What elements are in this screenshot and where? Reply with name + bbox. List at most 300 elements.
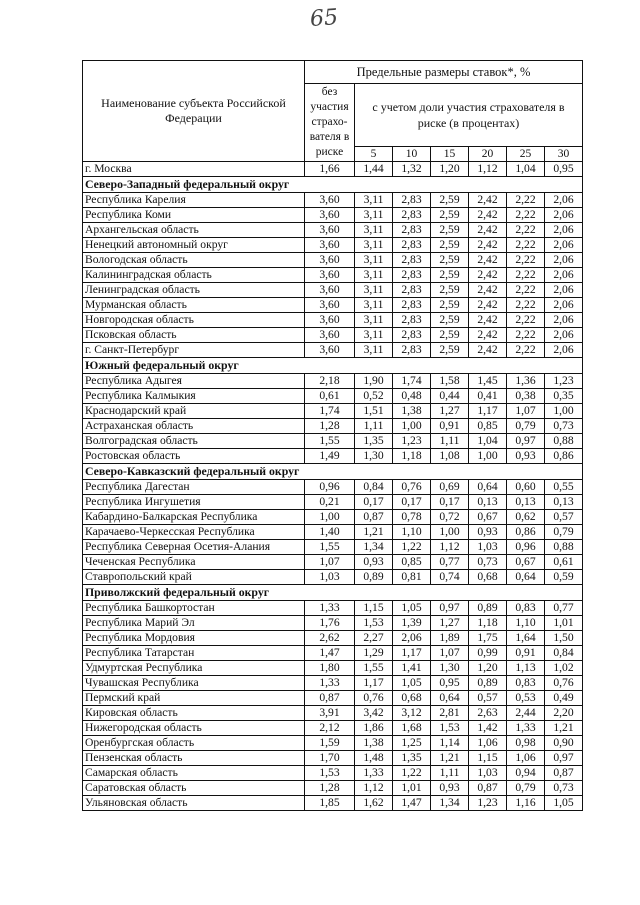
rate-value: 2,22 <box>507 328 545 343</box>
rate-value: 0,86 <box>545 449 583 464</box>
rate-value: 2,81 <box>431 706 469 721</box>
table-row <box>83 781 583 796</box>
region-name: Республика Адыгея <box>83 374 305 389</box>
rate-value: 1,11 <box>355 419 393 434</box>
rate-no-participation: 1,66 <box>305 162 355 177</box>
rate-value: 2,22 <box>507 238 545 253</box>
rate-value: 2,83 <box>393 283 431 298</box>
table-row <box>83 646 583 661</box>
rate-value: 3,11 <box>355 283 393 298</box>
rate-value: 1,58 <box>431 374 469 389</box>
rate-value: 1,51 <box>355 404 393 419</box>
rate-value: 0,68 <box>393 691 431 706</box>
rate-value: 1,00 <box>393 419 431 434</box>
rate-value: 0,97 <box>431 601 469 616</box>
rate-value: 3,11 <box>355 298 393 313</box>
rate-no-participation: 1,47 <box>305 646 355 661</box>
rate-no-participation: 3,60 <box>305 223 355 238</box>
rate-value: 1,48 <box>355 751 393 766</box>
table-row <box>83 434 583 449</box>
rate-value: 2,83 <box>393 193 431 208</box>
rate-value: 1,07 <box>431 646 469 661</box>
rate-value: 1,74 <box>393 374 431 389</box>
rate-value: 1,11 <box>431 766 469 781</box>
percent-header: 15 <box>431 147 469 162</box>
table-row <box>83 555 583 570</box>
table-header <box>83 61 583 162</box>
table-row <box>83 601 583 616</box>
rate-no-participation: 1,53 <box>305 766 355 781</box>
rate-no-participation: 1,80 <box>305 661 355 676</box>
rate-no-participation: 0,21 <box>305 495 355 510</box>
region-name: Республика Башкортостан <box>83 601 305 616</box>
rate-value: 0,17 <box>431 495 469 510</box>
table-row <box>83 751 583 766</box>
rate-value: 3,11 <box>355 343 393 358</box>
rate-value: 2,42 <box>469 298 507 313</box>
rate-value: 3,11 <box>355 193 393 208</box>
region-name: Республика Марий Эл <box>83 616 305 631</box>
rate-value: 1,21 <box>545 721 583 736</box>
region-name: Ульяновская область <box>83 796 305 811</box>
rate-value: 2,06 <box>545 298 583 313</box>
rate-value: 1,13 <box>507 661 545 676</box>
rate-value: 3,11 <box>355 238 393 253</box>
rate-value: 3,11 <box>355 208 393 223</box>
rate-value: 3,11 <box>355 313 393 328</box>
rate-value: 2,59 <box>431 223 469 238</box>
rate-value: 2,42 <box>469 193 507 208</box>
rate-value: 2,59 <box>431 328 469 343</box>
region-name: Республика Калмыкия <box>83 389 305 404</box>
rate-no-participation: 3,60 <box>305 328 355 343</box>
rate-no-participation: 2,18 <box>305 374 355 389</box>
rate-no-participation: 2,12 <box>305 721 355 736</box>
rate-value: 1,22 <box>393 766 431 781</box>
rate-value: 2,06 <box>545 343 583 358</box>
district-name: Приволжский федеральный округ <box>83 585 583 601</box>
rate-value: 0,95 <box>545 162 583 177</box>
rate-value: 0,79 <box>507 781 545 796</box>
rate-value: 0,93 <box>431 781 469 796</box>
rate-value: 2,42 <box>469 328 507 343</box>
rate-value: 0,79 <box>507 419 545 434</box>
table-row <box>83 616 583 631</box>
rate-value: 0,91 <box>507 646 545 661</box>
rate-value: 0,67 <box>469 510 507 525</box>
rate-value: 1,11 <box>431 434 469 449</box>
rate-value: 2,42 <box>469 313 507 328</box>
region-name: Республика Дагестан <box>83 480 305 495</box>
region-name: Карачаево-Черкесская Республика <box>83 525 305 540</box>
rate-value: 1,50 <box>545 631 583 646</box>
rate-value: 0,88 <box>545 540 583 555</box>
rate-value: 0,73 <box>545 419 583 434</box>
rate-value: 0,13 <box>507 495 545 510</box>
rate-value: 0,64 <box>431 691 469 706</box>
percent-header: 5 <box>355 147 393 162</box>
rate-value: 1,34 <box>431 796 469 811</box>
rate-no-participation: 1,28 <box>305 419 355 434</box>
table-row <box>83 766 583 781</box>
rate-value: 0,38 <box>507 389 545 404</box>
rate-value: 0,73 <box>469 555 507 570</box>
table-row <box>83 676 583 691</box>
region-name: Пермский край <box>83 691 305 706</box>
rate-value: 2,59 <box>431 313 469 328</box>
region-name: Республика Карелия <box>83 193 305 208</box>
rate-value: 1,47 <box>393 796 431 811</box>
region-name: Архангельская область <box>83 223 305 238</box>
rate-value: 0,73 <box>545 781 583 796</box>
rate-value: 0,81 <box>393 570 431 585</box>
table-row <box>83 313 583 328</box>
rate-value: 1,06 <box>469 736 507 751</box>
rate-value: 2,83 <box>393 313 431 328</box>
region-name: Самарская область <box>83 766 305 781</box>
rate-value: 0,67 <box>507 555 545 570</box>
rate-value: 0,93 <box>355 555 393 570</box>
rate-value: 1,00 <box>431 525 469 540</box>
table-row <box>83 449 583 464</box>
district-row <box>83 358 583 374</box>
rate-value: 1,29 <box>355 646 393 661</box>
rate-value: 0,85 <box>393 555 431 570</box>
rate-value: 0,85 <box>469 419 507 434</box>
rate-value: 1,01 <box>393 781 431 796</box>
rate-value: 2,06 <box>545 328 583 343</box>
rate-value: 2,42 <box>469 223 507 238</box>
rate-value: 1,10 <box>507 616 545 631</box>
region-name: Мурманская область <box>83 298 305 313</box>
rate-value: 2,22 <box>507 313 545 328</box>
rate-value: 2,42 <box>469 268 507 283</box>
table-row <box>83 404 583 419</box>
region-name: Ростовская область <box>83 449 305 464</box>
rate-value: 2,20 <box>545 706 583 721</box>
rate-value: 2,83 <box>393 268 431 283</box>
rate-value: 2,06 <box>545 193 583 208</box>
rate-value: 0,60 <box>507 480 545 495</box>
rate-no-participation: 3,60 <box>305 313 355 328</box>
rate-value: 1,10 <box>393 525 431 540</box>
rate-value: 2,06 <box>545 223 583 238</box>
rate-value: 0,55 <box>545 480 583 495</box>
rate-value: 0,53 <box>507 691 545 706</box>
rate-value: 2,22 <box>507 223 545 238</box>
rate-value: 1,20 <box>469 661 507 676</box>
rate-value: 1,05 <box>545 796 583 811</box>
region-name: Чеченская Республика <box>83 555 305 570</box>
rate-value: 1,86 <box>355 721 393 736</box>
table-row <box>83 631 583 646</box>
rate-value: 0,97 <box>545 751 583 766</box>
rate-value: 1,15 <box>355 601 393 616</box>
rate-no-participation: 1,76 <box>305 616 355 631</box>
rate-value: 0,86 <box>507 525 545 540</box>
rate-value: 2,42 <box>469 343 507 358</box>
rate-value: 1,21 <box>355 525 393 540</box>
rate-no-participation: 3,60 <box>305 268 355 283</box>
rate-value: 1,64 <box>507 631 545 646</box>
rate-value: 0,76 <box>355 691 393 706</box>
region-name: г. Москва <box>83 162 305 177</box>
rate-value: 0,52 <box>355 389 393 404</box>
rate-value: 1,00 <box>469 449 507 464</box>
rate-value: 1,41 <box>393 661 431 676</box>
rate-value: 1,05 <box>393 676 431 691</box>
rate-value: 1,33 <box>507 721 545 736</box>
rate-value: 0,84 <box>545 646 583 661</box>
rate-value: 2,83 <box>393 238 431 253</box>
table-row <box>83 374 583 389</box>
rate-value: 2,22 <box>507 283 545 298</box>
rate-value: 0,84 <box>355 480 393 495</box>
rate-value: 1,03 <box>469 540 507 555</box>
rate-value: 2,44 <box>507 706 545 721</box>
rate-value: 1,04 <box>469 434 507 449</box>
rate-value: 2,59 <box>431 193 469 208</box>
rate-value: 1,36 <box>507 374 545 389</box>
rate-value: 3,12 <box>393 706 431 721</box>
rate-value: 0,62 <box>507 510 545 525</box>
table-row <box>83 328 583 343</box>
rate-value: 0,89 <box>355 570 393 585</box>
rate-value: 0,17 <box>355 495 393 510</box>
rate-value: 0,77 <box>431 555 469 570</box>
rate-value: 2,83 <box>393 253 431 268</box>
rate-value: 1,08 <box>431 449 469 464</box>
table-row <box>83 661 583 676</box>
rate-no-participation: 3,60 <box>305 193 355 208</box>
rate-value: 2,42 <box>469 208 507 223</box>
rate-value: 0,94 <box>507 766 545 781</box>
region-name: Республика Северная Осетия-Алания <box>83 540 305 555</box>
rate-value: 1,45 <box>469 374 507 389</box>
rate-value: 1,23 <box>469 796 507 811</box>
rate-no-participation: 1,00 <box>305 510 355 525</box>
rate-no-participation: 1,40 <box>305 525 355 540</box>
rate-no-participation: 1,55 <box>305 540 355 555</box>
table-row <box>83 736 583 751</box>
percent-header: 30 <box>545 147 583 162</box>
rate-value: 0,99 <box>469 646 507 661</box>
rate-value: 0,48 <box>393 389 431 404</box>
region-name: Республика Татарстан <box>83 646 305 661</box>
rate-no-participation: 1,59 <box>305 736 355 751</box>
page-number: 65 <box>309 5 339 32</box>
rate-value: 1,30 <box>355 449 393 464</box>
rate-value: 0,89 <box>469 676 507 691</box>
table-row <box>83 253 583 268</box>
rate-value: 2,59 <box>431 268 469 283</box>
rate-value: 2,59 <box>431 208 469 223</box>
rate-value: 2,06 <box>545 313 583 328</box>
region-name: Вологодская область <box>83 253 305 268</box>
rate-value: 2,22 <box>507 298 545 313</box>
rate-value: 2,22 <box>507 343 545 358</box>
table-row <box>83 721 583 736</box>
table-row <box>83 525 583 540</box>
rate-value: 1,14 <box>431 736 469 751</box>
rate-no-participation: 3,60 <box>305 253 355 268</box>
table-row <box>83 480 583 495</box>
region-name: Пензенская область <box>83 751 305 766</box>
rate-no-participation: 1,07 <box>305 555 355 570</box>
rate-value: 1,17 <box>469 404 507 419</box>
rate-value: 1,16 <box>507 796 545 811</box>
table-row <box>83 419 583 434</box>
rate-no-participation: 1,55 <box>305 434 355 449</box>
table-row <box>83 495 583 510</box>
region-name: Нижегородская область <box>83 721 305 736</box>
table-row <box>83 540 583 555</box>
rate-value: 2,59 <box>431 298 469 313</box>
region-name: Псковская область <box>83 328 305 343</box>
rate-value: 0,57 <box>545 510 583 525</box>
rate-value: 1,03 <box>469 766 507 781</box>
rate-value: 1,17 <box>393 646 431 661</box>
rate-value: 0,77 <box>545 601 583 616</box>
rate-value: 2,22 <box>507 193 545 208</box>
rate-value: 1,15 <box>469 751 507 766</box>
rate-value: 0,93 <box>469 525 507 540</box>
rate-value: 0,91 <box>431 419 469 434</box>
rate-no-participation: 3,91 <box>305 706 355 721</box>
rate-value: 1,35 <box>355 434 393 449</box>
rate-value: 3,11 <box>355 268 393 283</box>
rate-value: 2,22 <box>507 268 545 283</box>
rate-no-participation: 1,33 <box>305 601 355 616</box>
rate-value: 1,38 <box>393 404 431 419</box>
rate-value: 2,06 <box>545 238 583 253</box>
rate-no-participation: 1,28 <box>305 781 355 796</box>
rate-value: 0,64 <box>507 570 545 585</box>
rate-value: 1,23 <box>393 434 431 449</box>
rate-value: 3,42 <box>355 706 393 721</box>
rate-value: 0,49 <box>545 691 583 706</box>
rate-value: 2,63 <box>469 706 507 721</box>
rate-value: 1,68 <box>393 721 431 736</box>
rate-no-participation: 3,60 <box>305 343 355 358</box>
rate-value: 0,87 <box>545 766 583 781</box>
region-name: Республика Коми <box>83 208 305 223</box>
table-row <box>83 268 583 283</box>
rate-limits-header: Предельные размеры ставок*, % <box>305 61 583 84</box>
rate-value: 2,42 <box>469 253 507 268</box>
rate-value: 2,59 <box>431 238 469 253</box>
rate-value: 0,93 <box>507 449 545 464</box>
rate-no-participation: 1,70 <box>305 751 355 766</box>
region-name: Новгородская область <box>83 313 305 328</box>
rate-value: 0,76 <box>545 676 583 691</box>
region-name: Астраханская область <box>83 419 305 434</box>
rate-value: 2,27 <box>355 631 393 646</box>
rate-value: 1,53 <box>355 616 393 631</box>
region-name: Республика Мордовия <box>83 631 305 646</box>
table-row <box>83 343 583 358</box>
rate-value: 2,06 <box>545 253 583 268</box>
region-name: Калининградская область <box>83 268 305 283</box>
rate-value: 3,11 <box>355 253 393 268</box>
district-row <box>83 585 583 601</box>
rate-value: 0,83 <box>507 601 545 616</box>
rate-value: 0,72 <box>431 510 469 525</box>
rate-value: 0,96 <box>507 540 545 555</box>
table-row <box>83 238 583 253</box>
rate-value: 0,79 <box>545 525 583 540</box>
rate-value: 1,75 <box>469 631 507 646</box>
rate-value: 0,64 <box>469 480 507 495</box>
rate-value: 1,34 <box>355 540 393 555</box>
rate-value: 1,12 <box>469 162 507 177</box>
table-row <box>83 283 583 298</box>
table-row <box>83 510 583 525</box>
region-name: г. Санкт-Петербург <box>83 343 305 358</box>
participation-share-header: с учетом доли участия страхователя в риске (в процентах) <box>355 84 583 147</box>
rate-value: 1,12 <box>431 540 469 555</box>
rate-no-participation: 1,85 <box>305 796 355 811</box>
region-name: Волгоградская область <box>83 434 305 449</box>
rate-value: 1,21 <box>431 751 469 766</box>
rate-value: 1,07 <box>507 404 545 419</box>
rate-no-participation: 3,60 <box>305 298 355 313</box>
rate-value: 0,76 <box>393 480 431 495</box>
district-row <box>83 464 583 480</box>
rate-no-participation: 3,60 <box>305 208 355 223</box>
rate-value: 0,61 <box>545 555 583 570</box>
rate-value: 1,42 <box>469 721 507 736</box>
rate-value: 2,06 <box>545 283 583 298</box>
rate-value: 1,27 <box>431 616 469 631</box>
region-name: Оренбургская область <box>83 736 305 751</box>
rate-value: 1,23 <box>545 374 583 389</box>
rate-value: 2,42 <box>469 238 507 253</box>
rate-value: 0,87 <box>469 781 507 796</box>
rate-no-participation: 0,87 <box>305 691 355 706</box>
rate-value: 0,87 <box>355 510 393 525</box>
rate-no-participation: 1,03 <box>305 570 355 585</box>
rate-no-participation: 3,60 <box>305 283 355 298</box>
table-row <box>83 691 583 706</box>
region-name: Саратовская область <box>83 781 305 796</box>
rate-value: 2,83 <box>393 298 431 313</box>
percent-header: 10 <box>393 147 431 162</box>
rate-value: 2,83 <box>393 223 431 238</box>
region-name: Удмуртская Республика <box>83 661 305 676</box>
rate-value: 3,11 <box>355 223 393 238</box>
rate-value: 1,44 <box>355 162 393 177</box>
rate-value: 0,57 <box>469 691 507 706</box>
subject-column-header: Наименование субъекта Российской Федерации <box>83 61 305 162</box>
region-name: Кабардино-Балкарская Республика <box>83 510 305 525</box>
rate-value: 1,00 <box>545 404 583 419</box>
rate-value: 0,13 <box>469 495 507 510</box>
rate-value: 1,35 <box>393 751 431 766</box>
table-row <box>83 223 583 238</box>
rate-value: 0,97 <box>507 434 545 449</box>
rate-value: 0,68 <box>469 570 507 585</box>
rate-value: 0,13 <box>545 495 583 510</box>
district-name: Южный федеральный округ <box>83 358 583 374</box>
region-name: Краснодарский край <box>83 404 305 419</box>
rate-value: 1,20 <box>431 162 469 177</box>
table-row <box>83 389 583 404</box>
rate-no-participation: 1,49 <box>305 449 355 464</box>
no-participation-header: без участия страхо-вателя в риске <box>305 84 355 162</box>
region-name: Ленинградская область <box>83 283 305 298</box>
rate-value: 2,06 <box>545 268 583 283</box>
